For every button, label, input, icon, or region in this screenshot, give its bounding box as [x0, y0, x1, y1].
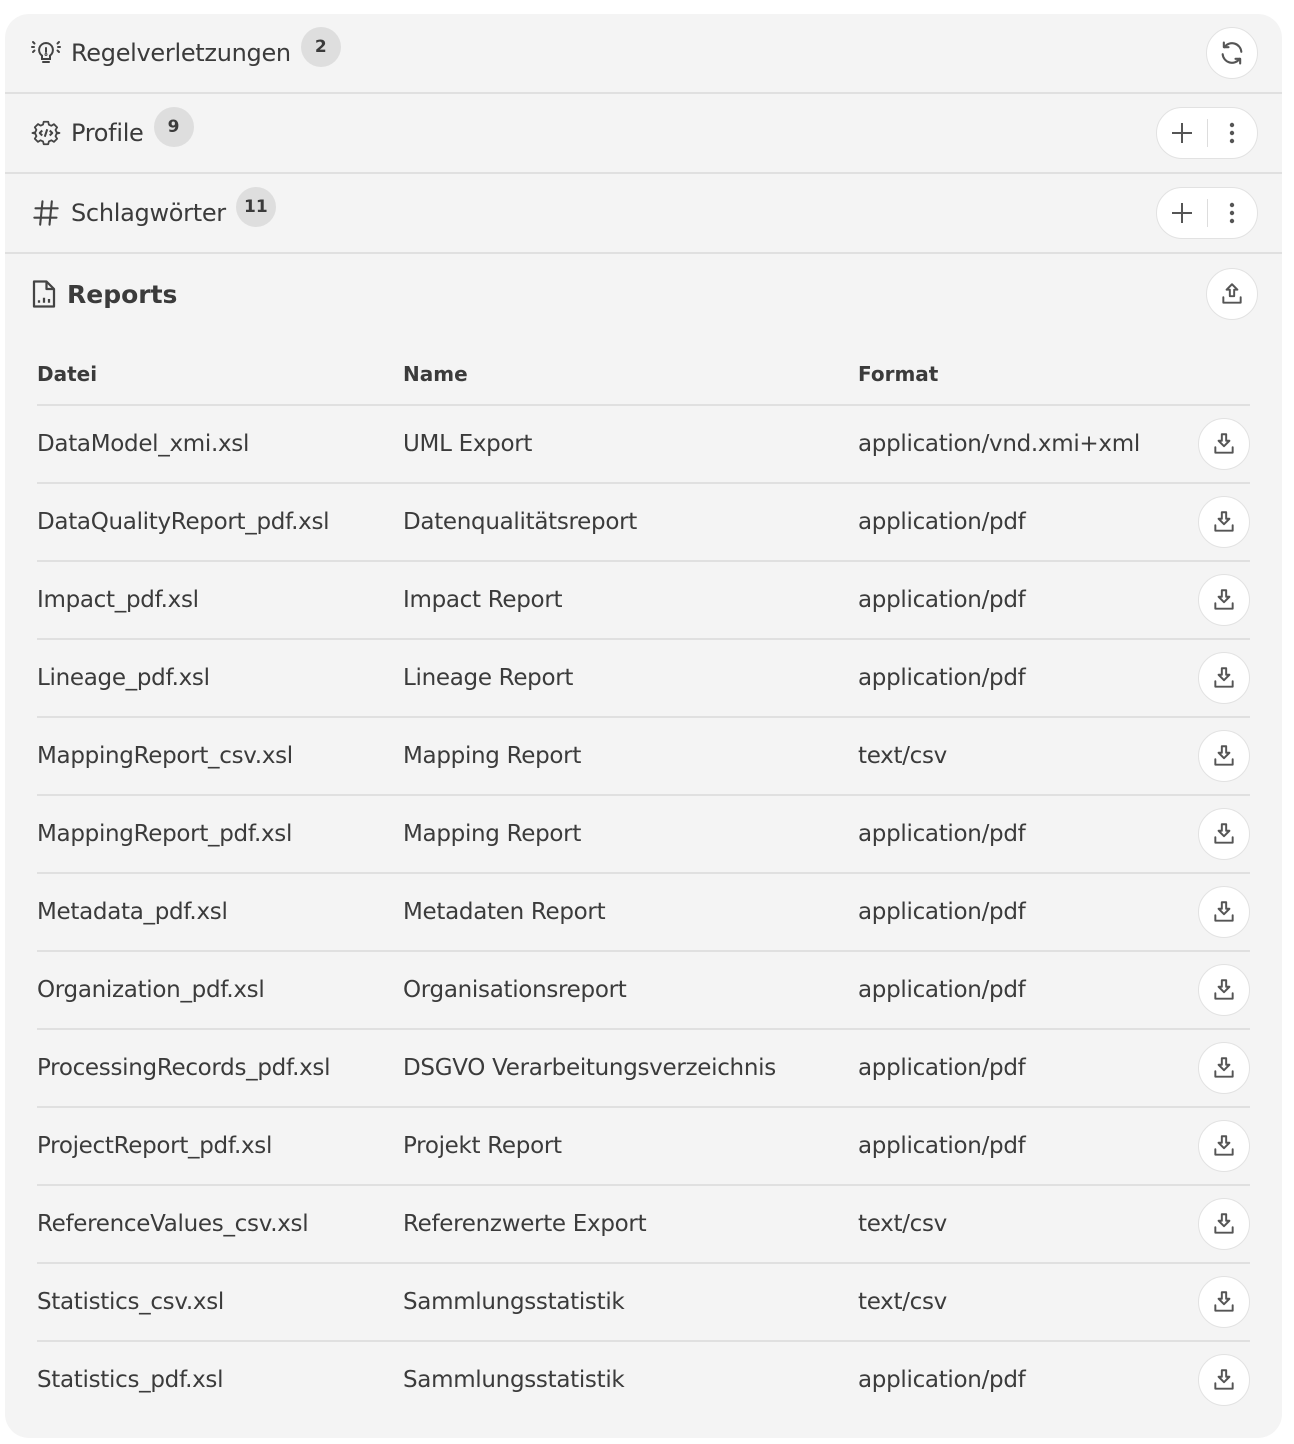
- download-button[interactable]: [1198, 808, 1250, 860]
- more-vertical-icon: [1228, 201, 1236, 225]
- cell-name: Organisationsreport: [403, 951, 858, 1029]
- table-row: [37, 1107, 1250, 1185]
- download-button[interactable]: [1198, 418, 1250, 470]
- column-header-format: Format: [858, 344, 1190, 405]
- table-row: [37, 639, 1250, 717]
- cell-name: Lineage Report: [403, 639, 858, 717]
- cell-file: Lineage_pdf.xsl: [37, 639, 403, 717]
- upload-icon: [1219, 281, 1245, 307]
- cell-file: Statistics_csv.xsl: [37, 1263, 403, 1341]
- download-icon: [1211, 977, 1237, 1003]
- download-icon: [1211, 665, 1237, 691]
- table-row: [37, 1185, 1250, 1263]
- column-header-name: Name: [403, 344, 858, 405]
- section-title: Regelverletzungen: [71, 39, 291, 67]
- cell-file: Metadata_pdf.xsl: [37, 873, 403, 951]
- cell-name: Mapping Report: [403, 717, 858, 795]
- table-row: [37, 873, 1250, 951]
- gear-code-icon: [29, 116, 63, 150]
- cell-format: application/pdf: [858, 639, 1190, 717]
- cell-format: application/pdf: [858, 483, 1190, 561]
- cell-name: DSGVO Verarbeitungsverzeichnis: [403, 1029, 858, 1107]
- plus-icon: [1170, 121, 1194, 145]
- cell-format: application/vnd.xmi+xml: [858, 405, 1190, 483]
- more-button[interactable]: [1207, 188, 1257, 238]
- download-icon: [1211, 743, 1237, 769]
- cell-name: Metadaten Report: [403, 873, 858, 951]
- download-icon: [1211, 431, 1237, 457]
- download-icon: [1211, 821, 1237, 847]
- download-icon: [1211, 587, 1237, 613]
- cell-file: ProjectReport_pdf.xsl: [37, 1107, 403, 1185]
- refresh-icon: [1218, 39, 1246, 67]
- cell-format: application/pdf: [858, 1029, 1190, 1107]
- download-button[interactable]: [1198, 1276, 1250, 1328]
- lightbulb-icon: [29, 36, 63, 70]
- column-header-file: Datei: [37, 344, 403, 405]
- cell-file: Impact_pdf.xsl: [37, 561, 403, 639]
- cell-file: DataQualityReport_pdf.xsl: [37, 483, 403, 561]
- download-button[interactable]: [1198, 1354, 1250, 1406]
- table-row: [37, 1341, 1250, 1418]
- download-button[interactable]: [1198, 574, 1250, 626]
- download-icon: [1211, 1211, 1237, 1237]
- download-icon: [1211, 1367, 1237, 1393]
- download-button[interactable]: [1198, 1120, 1250, 1172]
- more-vertical-icon: [1228, 121, 1236, 145]
- cell-format: application/pdf: [858, 1367, 1026, 1393]
- cell-name: UML Export: [403, 405, 858, 483]
- cell-file: ProcessingRecords_pdf.xsl: [37, 1029, 403, 1107]
- download-button[interactable]: [1198, 964, 1250, 1016]
- table-row: [37, 795, 1250, 873]
- add-button[interactable]: [1157, 108, 1207, 158]
- cell-name: Mapping Report: [403, 795, 858, 873]
- table-row: [37, 951, 1250, 1029]
- table-header: [37, 344, 1250, 405]
- side-panel: [5, 14, 1282, 1438]
- reports-header: [5, 254, 1282, 334]
- cell-file: Organization_pdf.xsl: [37, 951, 403, 1029]
- count-badge: 11: [236, 187, 276, 227]
- cell-file: MappingReport_csv.xsl: [37, 717, 403, 795]
- section-title: Schlagwörter: [71, 199, 226, 227]
- keyword-actions: [1156, 187, 1258, 239]
- cell-file: Statistics_pdf.xsl: [37, 1367, 224, 1393]
- cell-format: application/pdf: [858, 561, 1190, 639]
- cell-name: Projekt Report: [403, 1107, 858, 1185]
- profile-actions: [1156, 107, 1258, 159]
- refresh-button[interactable]: [1206, 27, 1258, 79]
- section-profile[interactable]: [5, 94, 1282, 174]
- table-row: [37, 717, 1250, 795]
- count-badge: 2: [301, 27, 341, 67]
- cell-format: text/csv: [858, 1185, 1190, 1263]
- section-schlagwoerter[interactable]: [5, 174, 1282, 254]
- download-button[interactable]: [1198, 1042, 1250, 1094]
- more-button[interactable]: [1207, 108, 1257, 158]
- cell-name: Sammlungsstatistik: [403, 1263, 858, 1341]
- cell-file: ReferenceValues_csv.xsl: [37, 1185, 403, 1263]
- download-icon: [1211, 1289, 1237, 1315]
- cell-format: application/pdf: [858, 873, 1190, 951]
- download-icon: [1211, 899, 1237, 925]
- add-button[interactable]: [1157, 188, 1207, 238]
- table-row: [37, 1029, 1250, 1107]
- download-button[interactable]: [1198, 652, 1250, 704]
- count-badge: 9: [154, 107, 194, 147]
- cell-format: text/csv: [858, 1263, 1190, 1341]
- download-icon: [1211, 1055, 1237, 1081]
- reports-title: Reports: [67, 279, 178, 309]
- cell-file: MappingReport_pdf.xsl: [37, 795, 403, 873]
- download-button[interactable]: [1198, 496, 1250, 548]
- hash-icon: [29, 196, 63, 230]
- cell-format: application/pdf: [858, 795, 1190, 873]
- table-row: [37, 483, 1250, 561]
- table-row: [37, 405, 1250, 483]
- cell-name: Sammlungsstatistik: [403, 1367, 625, 1393]
- section-title: Profile: [71, 119, 144, 147]
- cell-name: Impact Report: [403, 561, 858, 639]
- upload-button[interactable]: [1206, 268, 1258, 320]
- report-file-icon: [31, 279, 57, 309]
- cell-name: Datenqualitätsreport: [403, 483, 858, 561]
- cell-format: application/pdf: [858, 1107, 1190, 1185]
- cell-format: text/csv: [858, 717, 1190, 795]
- download-icon: [1211, 509, 1237, 535]
- section-regelverletzungen[interactable]: [5, 14, 1282, 94]
- download-icon: [1211, 1133, 1237, 1159]
- plus-icon: [1170, 201, 1194, 225]
- download-button[interactable]: [1198, 730, 1250, 782]
- reports-table: [37, 344, 1250, 1418]
- download-button[interactable]: [1198, 886, 1250, 938]
- table-row: [37, 561, 1250, 639]
- cell-name: Referenzwerte Export: [403, 1185, 858, 1263]
- table-row: [37, 1263, 1250, 1341]
- cell-format: application/pdf: [858, 951, 1190, 1029]
- cell-file: DataModel_xmi.xsl: [37, 405, 403, 483]
- download-button[interactable]: [1198, 1198, 1250, 1250]
